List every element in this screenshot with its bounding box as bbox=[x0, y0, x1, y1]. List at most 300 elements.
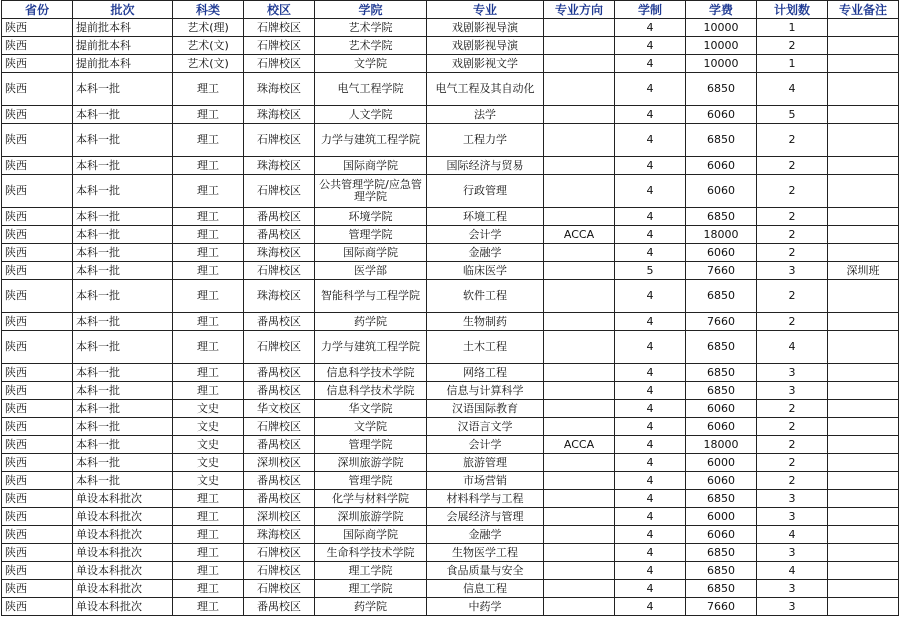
cell-remark bbox=[828, 472, 899, 490]
cell-college: 力学与建筑工程学院 bbox=[315, 331, 427, 364]
cell-direction bbox=[544, 598, 615, 616]
cell-major: 戏剧影视导演 bbox=[427, 37, 544, 55]
cell-subject-type: 理工 bbox=[173, 313, 244, 331]
cell-direction bbox=[544, 244, 615, 262]
cell-plan-count: 2 bbox=[757, 226, 828, 244]
cell-direction bbox=[544, 508, 615, 526]
table-row bbox=[2, 262, 899, 280]
cell-direction bbox=[544, 157, 615, 175]
cell-subject-type: 理工 bbox=[173, 124, 244, 157]
cell-subject-type: 理工 bbox=[173, 490, 244, 508]
cell-direction bbox=[544, 400, 615, 418]
cell-college: 信息科学技术学院 bbox=[315, 382, 427, 400]
cell-subject-type: 理工 bbox=[173, 562, 244, 580]
table-row bbox=[2, 580, 899, 598]
cell-major: 市场营销 bbox=[427, 472, 544, 490]
cell-subject-type: 文史 bbox=[173, 454, 244, 472]
cell-campus: 深圳校区 bbox=[244, 454, 315, 472]
cell-batch: 本科一批 bbox=[73, 280, 173, 313]
cell-college: 艺术学院 bbox=[315, 37, 427, 55]
cell-subject-type: 文史 bbox=[173, 400, 244, 418]
header-duration: 学制 bbox=[615, 1, 686, 19]
cell-tuition: 7660 bbox=[686, 262, 757, 280]
cell-plan-count: 2 bbox=[757, 280, 828, 313]
cell-subject-type: 理工 bbox=[173, 208, 244, 226]
cell-tuition: 6060 bbox=[686, 175, 757, 208]
header-tuition: 学费 bbox=[686, 1, 757, 19]
cell-tuition: 10000 bbox=[686, 19, 757, 37]
cell-subject-type: 理工 bbox=[173, 175, 244, 208]
cell-plan-count: 2 bbox=[757, 208, 828, 226]
cell-province: 陕西 bbox=[2, 73, 73, 106]
cell-remark: 深圳班 bbox=[828, 262, 899, 280]
cell-major: 国际经济与贸易 bbox=[427, 157, 544, 175]
cell-campus: 珠海校区 bbox=[244, 526, 315, 544]
cell-college: 化学与材料学院 bbox=[315, 490, 427, 508]
table-row bbox=[2, 472, 899, 490]
cell-tuition: 6060 bbox=[686, 526, 757, 544]
cell-direction bbox=[544, 331, 615, 364]
cell-tuition: 18000 bbox=[686, 436, 757, 454]
table-row bbox=[2, 400, 899, 418]
cell-college: 药学院 bbox=[315, 598, 427, 616]
cell-batch: 本科一批 bbox=[73, 331, 173, 364]
cell-direction bbox=[544, 124, 615, 157]
cell-college: 管理学院 bbox=[315, 226, 427, 244]
cell-province: 陕西 bbox=[2, 124, 73, 157]
cell-duration: 4 bbox=[615, 124, 686, 157]
table-row bbox=[2, 598, 899, 616]
cell-province: 陕西 bbox=[2, 598, 73, 616]
cell-province: 陕西 bbox=[2, 37, 73, 55]
header-campus: 校区 bbox=[244, 1, 315, 19]
table-row bbox=[2, 124, 899, 157]
cell-subject-type: 理工 bbox=[173, 544, 244, 562]
cell-remark bbox=[828, 526, 899, 544]
cell-direction bbox=[544, 364, 615, 382]
cell-direction bbox=[544, 37, 615, 55]
cell-batch: 本科一批 bbox=[73, 418, 173, 436]
cell-college: 药学院 bbox=[315, 313, 427, 331]
cell-batch: 本科一批 bbox=[73, 472, 173, 490]
cell-college: 文学院 bbox=[315, 55, 427, 73]
cell-province: 陕西 bbox=[2, 544, 73, 562]
cell-province: 陕西 bbox=[2, 19, 73, 37]
cell-plan-count: 4 bbox=[757, 526, 828, 544]
cell-major: 戏剧影视导演 bbox=[427, 19, 544, 37]
cell-subject-type: 理工 bbox=[173, 508, 244, 526]
cell-remark bbox=[828, 382, 899, 400]
cell-remark bbox=[828, 454, 899, 472]
table-row bbox=[2, 280, 899, 313]
cell-province: 陕西 bbox=[2, 436, 73, 454]
cell-college: 人文学院 bbox=[315, 106, 427, 124]
cell-campus: 石牌校区 bbox=[244, 262, 315, 280]
cell-province: 陕西 bbox=[2, 526, 73, 544]
cell-plan-count: 3 bbox=[757, 382, 828, 400]
cell-batch: 提前批本科 bbox=[73, 19, 173, 37]
cell-tuition: 6850 bbox=[686, 73, 757, 106]
cell-province: 陕西 bbox=[2, 382, 73, 400]
cell-batch: 本科一批 bbox=[73, 244, 173, 262]
cell-college: 环境学院 bbox=[315, 208, 427, 226]
cell-campus: 番禺校区 bbox=[244, 382, 315, 400]
cell-college: 国际商学院 bbox=[315, 526, 427, 544]
cell-province: 陕西 bbox=[2, 280, 73, 313]
cell-tuition: 6850 bbox=[686, 364, 757, 382]
table-row bbox=[2, 331, 899, 364]
cell-province: 陕西 bbox=[2, 313, 73, 331]
cell-remark bbox=[828, 418, 899, 436]
cell-duration: 4 bbox=[615, 73, 686, 106]
cell-remark bbox=[828, 19, 899, 37]
cell-college: 深圳旅游学院 bbox=[315, 454, 427, 472]
cell-remark bbox=[828, 106, 899, 124]
cell-campus: 珠海校区 bbox=[244, 244, 315, 262]
cell-province: 陕西 bbox=[2, 262, 73, 280]
cell-subject-type: 理工 bbox=[173, 106, 244, 124]
cell-province: 陕西 bbox=[2, 364, 73, 382]
cell-subject-type: 理工 bbox=[173, 262, 244, 280]
cell-campus: 番禺校区 bbox=[244, 472, 315, 490]
cell-subject-type: 理工 bbox=[173, 526, 244, 544]
cell-subject-type: 理工 bbox=[173, 73, 244, 106]
cell-duration: 4 bbox=[615, 472, 686, 490]
cell-campus: 珠海校区 bbox=[244, 106, 315, 124]
cell-duration: 4 bbox=[615, 157, 686, 175]
cell-tuition: 6850 bbox=[686, 124, 757, 157]
admission-plan-table bbox=[1, 0, 899, 616]
cell-tuition: 10000 bbox=[686, 55, 757, 73]
cell-remark bbox=[828, 331, 899, 364]
cell-batch: 单设本科批次 bbox=[73, 598, 173, 616]
cell-direction bbox=[544, 544, 615, 562]
cell-subject-type: 理工 bbox=[173, 580, 244, 598]
cell-major: 信息工程 bbox=[427, 580, 544, 598]
cell-province: 陕西 bbox=[2, 157, 73, 175]
table-row bbox=[2, 19, 899, 37]
cell-subject-type: 理工 bbox=[173, 244, 244, 262]
header-remark: 专业备注 bbox=[828, 1, 899, 19]
cell-plan-count: 3 bbox=[757, 490, 828, 508]
cell-campus: 深圳校区 bbox=[244, 508, 315, 526]
cell-major: 软件工程 bbox=[427, 280, 544, 313]
header-row bbox=[2, 1, 899, 19]
cell-campus: 石牌校区 bbox=[244, 544, 315, 562]
cell-plan-count: 3 bbox=[757, 580, 828, 598]
cell-batch: 本科一批 bbox=[73, 382, 173, 400]
cell-subject-type: 理工 bbox=[173, 331, 244, 364]
cell-plan-count: 2 bbox=[757, 454, 828, 472]
cell-tuition: 18000 bbox=[686, 226, 757, 244]
cell-plan-count: 2 bbox=[757, 418, 828, 436]
cell-province: 陕西 bbox=[2, 226, 73, 244]
cell-subject-type: 艺术(文) bbox=[173, 55, 244, 73]
cell-subject-type: 理工 bbox=[173, 364, 244, 382]
table-row bbox=[2, 55, 899, 73]
cell-direction bbox=[544, 262, 615, 280]
cell-remark bbox=[828, 55, 899, 73]
cell-campus: 石牌校区 bbox=[244, 331, 315, 364]
header-subject-type: 科类 bbox=[173, 1, 244, 19]
cell-duration: 4 bbox=[615, 208, 686, 226]
cell-subject-type: 理工 bbox=[173, 226, 244, 244]
cell-batch: 单设本科批次 bbox=[73, 508, 173, 526]
cell-direction bbox=[544, 472, 615, 490]
table-row bbox=[2, 454, 899, 472]
cell-batch: 单设本科批次 bbox=[73, 526, 173, 544]
cell-tuition: 6850 bbox=[686, 544, 757, 562]
cell-tuition: 6060 bbox=[686, 472, 757, 490]
cell-major: 食品质量与安全 bbox=[427, 562, 544, 580]
table-row bbox=[2, 208, 899, 226]
cell-province: 陕西 bbox=[2, 331, 73, 364]
cell-major: 网络工程 bbox=[427, 364, 544, 382]
cell-remark bbox=[828, 208, 899, 226]
cell-major: 电气工程及其自动化 bbox=[427, 73, 544, 106]
cell-duration: 5 bbox=[615, 262, 686, 280]
cell-tuition: 6850 bbox=[686, 280, 757, 313]
cell-campus: 珠海校区 bbox=[244, 280, 315, 313]
cell-college: 信息科学技术学院 bbox=[315, 364, 427, 382]
cell-college: 国际商学院 bbox=[315, 157, 427, 175]
cell-major: 临床医学 bbox=[427, 262, 544, 280]
cell-direction bbox=[544, 313, 615, 331]
table-row bbox=[2, 244, 899, 262]
cell-major: 会计学 bbox=[427, 436, 544, 454]
cell-tuition: 6850 bbox=[686, 331, 757, 364]
table-body bbox=[2, 19, 899, 616]
cell-campus: 番禺校区 bbox=[244, 598, 315, 616]
cell-province: 陕西 bbox=[2, 454, 73, 472]
cell-subject-type: 理工 bbox=[173, 382, 244, 400]
cell-subject-type: 理工 bbox=[173, 157, 244, 175]
cell-batch: 本科一批 bbox=[73, 454, 173, 472]
cell-plan-count: 3 bbox=[757, 508, 828, 526]
cell-province: 陕西 bbox=[2, 208, 73, 226]
cell-major: 金融学 bbox=[427, 526, 544, 544]
cell-plan-count: 1 bbox=[757, 55, 828, 73]
cell-remark bbox=[828, 124, 899, 157]
cell-college: 理工学院 bbox=[315, 580, 427, 598]
cell-province: 陕西 bbox=[2, 580, 73, 598]
cell-remark bbox=[828, 313, 899, 331]
table-row bbox=[2, 106, 899, 124]
cell-campus: 番禺校区 bbox=[244, 313, 315, 331]
table-row bbox=[2, 175, 899, 208]
cell-batch: 本科一批 bbox=[73, 73, 173, 106]
cell-direction bbox=[544, 454, 615, 472]
cell-tuition: 6060 bbox=[686, 244, 757, 262]
cell-campus: 番禺校区 bbox=[244, 364, 315, 382]
cell-direction bbox=[544, 106, 615, 124]
cell-subject-type: 文史 bbox=[173, 472, 244, 490]
cell-direction: ACCA bbox=[544, 226, 615, 244]
cell-province: 陕西 bbox=[2, 106, 73, 124]
table-row bbox=[2, 382, 899, 400]
cell-plan-count: 3 bbox=[757, 544, 828, 562]
header-major: 专业 bbox=[427, 1, 544, 19]
cell-major: 法学 bbox=[427, 106, 544, 124]
cell-direction bbox=[544, 208, 615, 226]
cell-province: 陕西 bbox=[2, 472, 73, 490]
cell-tuition: 6850 bbox=[686, 208, 757, 226]
cell-major: 会计学 bbox=[427, 226, 544, 244]
cell-tuition: 6060 bbox=[686, 418, 757, 436]
cell-plan-count: 2 bbox=[757, 157, 828, 175]
cell-province: 陕西 bbox=[2, 400, 73, 418]
cell-batch: 本科一批 bbox=[73, 175, 173, 208]
table-row bbox=[2, 508, 899, 526]
cell-batch: 单设本科批次 bbox=[73, 562, 173, 580]
cell-college: 智能科学与工程学院 bbox=[315, 280, 427, 313]
cell-major: 信息与计算科学 bbox=[427, 382, 544, 400]
cell-tuition: 6060 bbox=[686, 157, 757, 175]
cell-remark bbox=[828, 244, 899, 262]
cell-direction bbox=[544, 55, 615, 73]
cell-major: 金融学 bbox=[427, 244, 544, 262]
cell-duration: 4 bbox=[615, 226, 686, 244]
cell-direction bbox=[544, 73, 615, 106]
cell-province: 陕西 bbox=[2, 244, 73, 262]
cell-plan-count: 3 bbox=[757, 262, 828, 280]
cell-batch: 本科一批 bbox=[73, 364, 173, 382]
cell-subject-type: 理工 bbox=[173, 280, 244, 313]
cell-campus: 石牌校区 bbox=[244, 19, 315, 37]
cell-batch: 本科一批 bbox=[73, 436, 173, 454]
cell-tuition: 6850 bbox=[686, 580, 757, 598]
cell-subject-type: 文史 bbox=[173, 418, 244, 436]
cell-college: 国际商学院 bbox=[315, 244, 427, 262]
cell-campus: 石牌校区 bbox=[244, 37, 315, 55]
header-batch: 批次 bbox=[73, 1, 173, 19]
cell-direction: ACCA bbox=[544, 436, 615, 454]
cell-remark bbox=[828, 544, 899, 562]
cell-tuition: 6850 bbox=[686, 490, 757, 508]
cell-subject-type: 艺术(文) bbox=[173, 37, 244, 55]
cell-major: 汉语国际教育 bbox=[427, 400, 544, 418]
cell-remark bbox=[828, 508, 899, 526]
cell-direction bbox=[544, 526, 615, 544]
cell-tuition: 7660 bbox=[686, 313, 757, 331]
cell-plan-count: 2 bbox=[757, 244, 828, 262]
cell-campus: 石牌校区 bbox=[244, 580, 315, 598]
cell-batch: 本科一批 bbox=[73, 157, 173, 175]
cell-duration: 4 bbox=[615, 37, 686, 55]
cell-duration: 4 bbox=[615, 418, 686, 436]
cell-duration: 4 bbox=[615, 19, 686, 37]
cell-duration: 4 bbox=[615, 175, 686, 208]
cell-major: 生物制药 bbox=[427, 313, 544, 331]
cell-duration: 4 bbox=[615, 580, 686, 598]
cell-remark bbox=[828, 157, 899, 175]
cell-tuition: 6060 bbox=[686, 400, 757, 418]
table-row bbox=[2, 562, 899, 580]
cell-remark bbox=[828, 73, 899, 106]
cell-duration: 4 bbox=[615, 490, 686, 508]
cell-batch: 本科一批 bbox=[73, 124, 173, 157]
cell-campus: 华文校区 bbox=[244, 400, 315, 418]
cell-campus: 珠海校区 bbox=[244, 157, 315, 175]
cell-campus: 石牌校区 bbox=[244, 55, 315, 73]
cell-remark bbox=[828, 226, 899, 244]
cell-tuition: 7660 bbox=[686, 598, 757, 616]
cell-remark bbox=[828, 400, 899, 418]
cell-remark bbox=[828, 37, 899, 55]
table-row bbox=[2, 37, 899, 55]
cell-batch: 单设本科批次 bbox=[73, 490, 173, 508]
cell-duration: 4 bbox=[615, 55, 686, 73]
cell-remark bbox=[828, 436, 899, 454]
cell-major: 汉语言文学 bbox=[427, 418, 544, 436]
cell-college: 力学与建筑工程学院 bbox=[315, 124, 427, 157]
header-college: 学院 bbox=[315, 1, 427, 19]
cell-major: 戏剧影视文学 bbox=[427, 55, 544, 73]
cell-plan-count: 4 bbox=[757, 331, 828, 364]
cell-college: 管理学院 bbox=[315, 472, 427, 490]
cell-major: 环境工程 bbox=[427, 208, 544, 226]
cell-campus: 番禺校区 bbox=[244, 436, 315, 454]
cell-remark bbox=[828, 598, 899, 616]
header-plan-count: 计划数 bbox=[757, 1, 828, 19]
cell-province: 陕西 bbox=[2, 175, 73, 208]
cell-batch: 本科一批 bbox=[73, 208, 173, 226]
cell-tuition: 6850 bbox=[686, 562, 757, 580]
cell-college: 管理学院 bbox=[315, 436, 427, 454]
cell-remark bbox=[828, 175, 899, 208]
cell-duration: 4 bbox=[615, 244, 686, 262]
cell-province: 陕西 bbox=[2, 508, 73, 526]
cell-duration: 4 bbox=[615, 313, 686, 331]
table-row bbox=[2, 490, 899, 508]
cell-campus: 石牌校区 bbox=[244, 562, 315, 580]
cell-duration: 4 bbox=[615, 562, 686, 580]
cell-duration: 4 bbox=[615, 280, 686, 313]
cell-tuition: 6060 bbox=[686, 106, 757, 124]
cell-duration: 4 bbox=[615, 436, 686, 454]
cell-remark bbox=[828, 364, 899, 382]
cell-province: 陕西 bbox=[2, 562, 73, 580]
cell-plan-count: 2 bbox=[757, 313, 828, 331]
cell-duration: 4 bbox=[615, 364, 686, 382]
cell-college: 医学部 bbox=[315, 262, 427, 280]
cell-plan-count: 3 bbox=[757, 598, 828, 616]
header-direction: 专业方向 bbox=[544, 1, 615, 19]
table-row bbox=[2, 418, 899, 436]
cell-batch: 本科一批 bbox=[73, 262, 173, 280]
cell-duration: 4 bbox=[615, 106, 686, 124]
cell-plan-count: 2 bbox=[757, 400, 828, 418]
cell-remark bbox=[828, 580, 899, 598]
cell-duration: 4 bbox=[615, 400, 686, 418]
cell-duration: 4 bbox=[615, 544, 686, 562]
cell-batch: 本科一批 bbox=[73, 400, 173, 418]
table-row bbox=[2, 364, 899, 382]
cell-major: 生物医学工程 bbox=[427, 544, 544, 562]
cell-plan-count: 4 bbox=[757, 73, 828, 106]
cell-campus: 石牌校区 bbox=[244, 175, 315, 208]
cell-major: 工程力学 bbox=[427, 124, 544, 157]
header-province: 省份 bbox=[2, 1, 73, 19]
cell-major: 材料科学与工程 bbox=[427, 490, 544, 508]
cell-direction bbox=[544, 19, 615, 37]
cell-province: 陕西 bbox=[2, 55, 73, 73]
cell-major: 旅游管理 bbox=[427, 454, 544, 472]
cell-college: 理工学院 bbox=[315, 562, 427, 580]
cell-campus: 珠海校区 bbox=[244, 73, 315, 106]
cell-subject-type: 艺术(理) bbox=[173, 19, 244, 37]
cell-duration: 4 bbox=[615, 526, 686, 544]
